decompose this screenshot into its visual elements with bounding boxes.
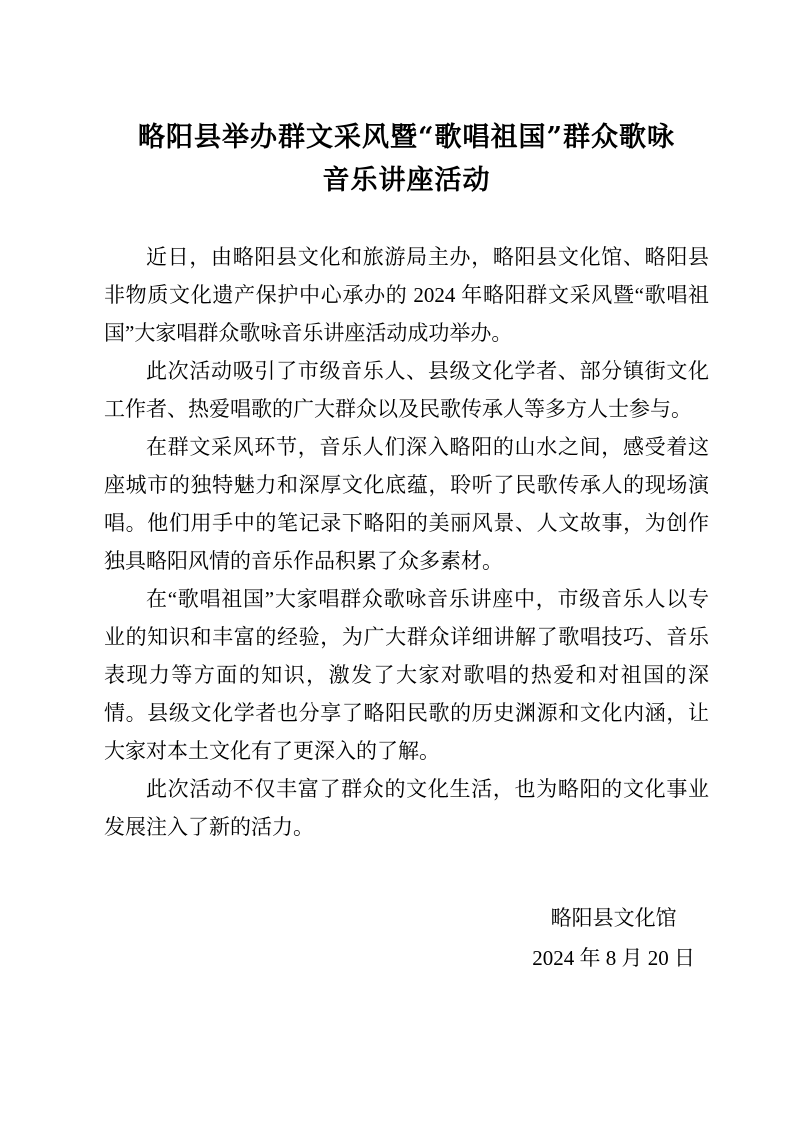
document-title-line-1: 略阳县举办群文采风暨“歌唱祖国”群众歌咏 (137, 122, 676, 153)
paragraph-4: 在“歌唱祖国”大家唱群众歌咏音乐讲座中，市级音乐人以专业的知识和丰富的经验，为广大群众详细讲解了歌唱技巧、音乐表现力等方面的知识，激发了大家对歌唱的热爱和对祖国的深情。县级文化学者也分享了略阳民歌的历史渊源和文化内涵，让大家对本土文化有了更深入的了解。 (104, 587, 709, 763)
document-title (104, 116, 709, 202)
paragraph-1: 近日，由略阳县文化和旅游局主办，略阳县文化馆、略阳县非物质文化遗产保护中心承办的 2024 年略阳群文采风暨“歌唱祖国”大家唱群众歌咏音乐讲座活动成功举办。 (104, 245, 709, 345)
signature-inner (532, 898, 695, 978)
paragraph-2: 此次活动吸引了市级音乐人、县级文化学者、部分镇街文化工作者、热爱唱歌的广大群众以及民歌传承人等多方人士参与。 (104, 359, 709, 421)
signature-date: 2024 年 8 月 20 日 (532, 946, 695, 970)
paragraph-5: 此次活动不仅丰富了群众的文化生活，也为略阳的文化事业发展注入了新的活力。 (104, 777, 709, 839)
signature-block (104, 898, 709, 978)
document-body (104, 238, 709, 846)
paragraph-3: 在群文采风环节，音乐人们深入略阳的山水之间，感受着这座城市的独特魅力和深厚文化底蕴，聆听了民歌传承人的现场演唱。他们用手中的笔记录下略阳的美丽风景、人文故事，为创作独具略阳风情的音乐作品积累了众多素材。 (104, 435, 709, 573)
signature-organization: 略阳县文化馆 (550, 906, 677, 930)
document-title-line-2: 音乐讲座活动 (322, 165, 491, 196)
